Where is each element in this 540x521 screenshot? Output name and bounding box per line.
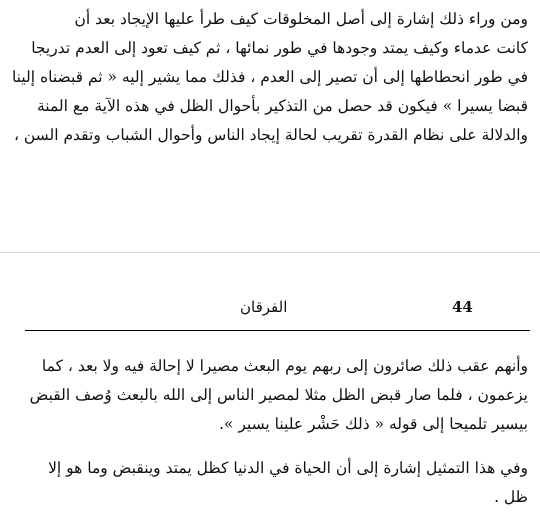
text-line: ومن وراء ذلك إشارة إلى أصل المخلوقات كيف طرأ عليها الإيجاد بعد أن: [74, 10, 528, 28]
text-line: في طور انحطاطها إلى أن تصير إلى العدم ، فذلك مما يشير إليه « ثم قبضناه إلينا: [12, 68, 528, 86]
page-break-divider: [0, 252, 540, 253]
bottom-paragraph-2: [20, 454, 528, 512]
text-line: وأنهم عقب ذلك صائرون إلى ربهم يوم البعث مصيرا لا إحالة فيه ولا بعد ، كما: [41, 357, 528, 375]
text-line: كانت عدماء وكيف يمتد وجودها في طور نمائها ، ثم كيف تعود إلى العدم تدريجا: [31, 39, 528, 57]
text-line: يزعمون ، فلما صار قبض الظل مثلا لمصير الناس إلى الله بالبعث وُصف القبض: [29, 386, 528, 404]
text-line: ظل .: [494, 488, 528, 506]
text-line: قبضا يسيرا » فيكون قد حصل من التذكير بأحوال الظل في هذه الآية مع المنة: [36, 97, 528, 115]
header-rule: [25, 330, 530, 331]
top-paragraph: [12, 5, 528, 150]
text-line: بيسير تلميحا إلى قوله « ذلك حَشْر علينا يسير ».: [219, 415, 528, 433]
text-line: وفي هذا التمثيل إشارة إلى أن الحياة في الدنيا كظل يمتد وينقبض وما هو إلا: [48, 459, 528, 477]
text-line: والدلالة على نظام القدرة تقريب لحالة إيجاد الناس وأحوال الشباب وتقدم السن ،: [13, 126, 528, 144]
running-header-title: الفرقان: [240, 298, 288, 316]
page-number: 44: [452, 298, 473, 316]
bottom-paragraph-1: [20, 352, 528, 439]
